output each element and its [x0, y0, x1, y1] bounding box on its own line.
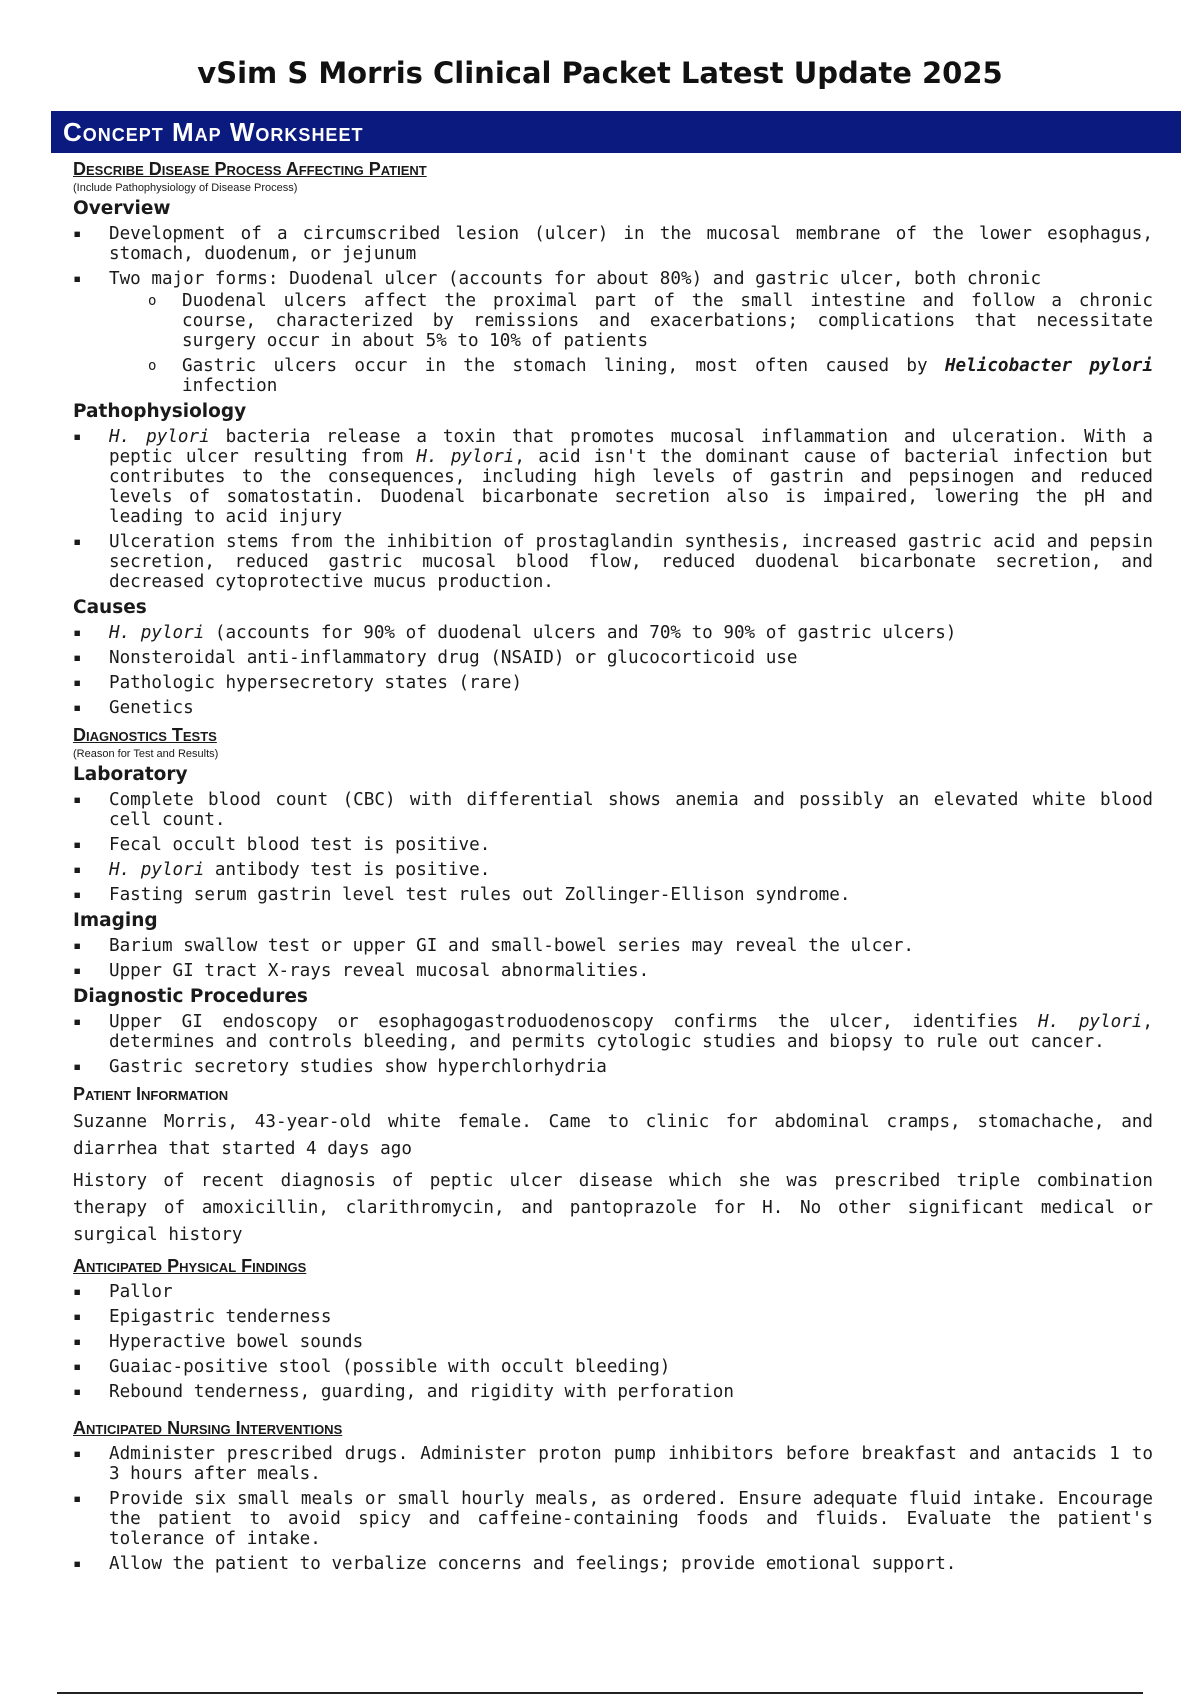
imaging-list	[73, 936, 1153, 981]
page-divider	[57, 1692, 1143, 1694]
document-title: vSim S Morris Clinical Packet Latest Update 2025	[197, 56, 1003, 90]
overview-title: Overview	[73, 198, 171, 219]
list-item	[73, 673, 1153, 693]
procedures-list	[73, 1012, 1153, 1077]
item-text: Pathologic hypersecretory states (rare)	[109, 673, 523, 693]
item-text: Fasting serum gastrin level test rules out Zollinger-Ellison syndrome.	[109, 885, 851, 905]
item-text: Guaiac-positive stool (possible with occult bleeding)	[109, 1357, 671, 1377]
item-text: Two major forms: Duodenal ulcer (accounts for about 80%) and gastric ulcer, both chronic	[109, 269, 1042, 289]
item-text: Nonsteroidal anti-inflammatory drug (NSAID) or glucocorticoid use	[109, 648, 798, 668]
list-item	[73, 1357, 1153, 1377]
list-item	[73, 1307, 1153, 1327]
sub-list-item	[146, 291, 1153, 351]
item-text: Epigastric tenderness	[109, 1307, 332, 1327]
diagnostics-heading: Diagnostics Tests	[73, 725, 217, 745]
pathophysiology-title: Pathophysiology	[73, 401, 247, 422]
list-item	[73, 269, 1153, 396]
list-item	[73, 224, 1153, 264]
list-item	[73, 1332, 1153, 1352]
item-text: (accounts for 90% of duodenal ulcers and 70% to 90% of gastric ulcers)	[204, 623, 957, 643]
findings-heading: Anticipated Physical Findings	[73, 1256, 307, 1276]
item-text: Upper GI tract X-rays reveal mucosal abnormalities.	[109, 961, 650, 981]
procedures-title: Diagnostic Procedures	[73, 986, 308, 1007]
list-item	[73, 532, 1153, 592]
item-text: Pallor	[109, 1282, 173, 1302]
laboratory-title: Laboratory	[73, 764, 188, 785]
list-item	[73, 427, 1153, 527]
item-text: infection	[182, 376, 278, 396]
item-text: Administer prescribed drugs. Administer proton pump inhibitors before breakfast and antacids 1 to 3 hours after meals.	[109, 1444, 1153, 1484]
patient-heading: Patient Information	[73, 1084, 229, 1104]
item-text: Gastric ulcers occur in the stomach lining, most often caused by	[182, 356, 945, 376]
list-item	[73, 1444, 1153, 1484]
item-text: Development of a circumscribed lesion (ulcer) in the mucosal membrane of the lower esophagus, stomach, duodenum, or jejunum	[109, 224, 1153, 264]
list-item	[73, 1382, 1153, 1402]
list-item	[73, 1012, 1153, 1052]
item-text: Rebound tenderness, guarding, and rigidity with perforation	[109, 1382, 734, 1402]
sub-list-item	[146, 356, 1153, 396]
item-text: bacteria release a toxin that promotes mucosal inflammation and ulceration. With a peptic ulcer resulting from	[109, 427, 1153, 467]
organism-name: H. pylori	[109, 860, 205, 880]
patient-history: History of recent diagnosis of peptic ulcer disease which she was prescribed triple combination therapy of amoxicillin, clarithromycin, and pantoprazole for H. No other significant medical or surgical history	[73, 1171, 1153, 1245]
item-text: Hyperactive bowel sounds	[109, 1332, 364, 1352]
imaging-title: Imaging	[73, 910, 158, 931]
item-text: Complete blood count (CBC) with differential shows anemia and possibly an elevated white blood cell count.	[109, 790, 1153, 830]
item-text: Duodenal ulcers affect the proximal part of the small intestine and follow a chronic course, characterized by remissions and exacerbations; complications that necessitate surgery occur in about 5% to 10% of patients	[182, 291, 1153, 351]
list-item	[73, 623, 1153, 643]
item-text: , acid isn't the dominant cause of bacterial infection but contributes to the consequences, including high levels of gastrin and pepsinogen and reduced levels of somatostatin. Duodenal bicarbonate secretion also is impaired, lowering the pH and leading to acid injury	[109, 447, 1153, 527]
section-banner	[51, 111, 1181, 153]
nursing-heading: Anticipated Nursing Interventions	[73, 1418, 343, 1438]
item-text: Allow the patient to verbalize concerns and feelings; provide emotional support.	[109, 1554, 957, 1574]
list-item	[73, 698, 1153, 718]
item-text: Fecal occult blood test is positive.	[109, 835, 491, 855]
overview-list	[73, 224, 1153, 396]
list-item	[73, 648, 1153, 668]
diagnostics-subheading: (Reason for Test and Results)	[73, 748, 219, 760]
list-item	[73, 1489, 1153, 1549]
item-text: Upper GI endoscopy or esophagogastroduodenoscopy confirms the ulcer, identifies	[109, 1012, 1038, 1032]
list-item	[73, 1282, 1153, 1302]
nursing-list	[73, 1444, 1153, 1574]
causes-list	[73, 623, 1153, 718]
item-text: Provide six small meals or small hourly meals, as ordered. Ensure adequate fluid intake. Encourage the patient to avoid spicy and caffeine-containing foods and fluids. Evaluate the patient's tolerance of intake.	[109, 1489, 1153, 1549]
worksheet-content	[73, 157, 1153, 1579]
banner-title: Concept Map Worksheet	[63, 116, 364, 147]
laboratory-list	[73, 790, 1153, 905]
findings-list	[73, 1282, 1153, 1402]
list-item	[73, 1057, 1153, 1077]
item-text: Gastric secretory studies show hyperchlorhydria	[109, 1057, 607, 1077]
list-item	[73, 1554, 1153, 1574]
item-text: Barium swallow test or upper GI and small-bowel series may reveal the ulcer.	[109, 936, 915, 956]
disease-heading: Describe Disease Process Affecting Patient	[73, 159, 427, 179]
organism-name: H. pylori	[109, 623, 205, 643]
list-item	[73, 790, 1153, 830]
list-item	[73, 860, 1153, 880]
organism-name: H. pylori	[1038, 1012, 1143, 1032]
item-text: Ulceration stems from the inhibition of prostaglandin synthesis, increased gastric acid and pepsin secretion, reduced gastric mucosal blood flow, reduced duodenal bicarbonate secretion, and decreased cytoprotective mucus production.	[109, 532, 1153, 592]
list-item	[73, 835, 1153, 855]
item-text: antibody test is positive.	[204, 860, 491, 880]
causes-title: Causes	[73, 597, 147, 618]
overview-sublist	[109, 291, 1153, 396]
organism-name: H. pylori	[416, 447, 515, 467]
pathophysiology-list	[73, 427, 1153, 592]
list-item	[73, 936, 1153, 956]
list-item	[73, 961, 1153, 981]
list-item	[73, 885, 1153, 905]
organism-name: H. pylori	[109, 427, 210, 447]
item-text: Genetics	[109, 698, 194, 718]
patient-description: Suzanne Morris, 43-year-old white female. Came to clinic for abdominal cramps, stomachache, and diarrhea that started 4 days ago	[73, 1112, 1153, 1159]
organism-name: Helicobacter pylori	[944, 356, 1153, 376]
item-text: , determines and controls bleeding, and permits cytologic studies and biopsy to rule out cancer.	[109, 1012, 1153, 1052]
disease-subheading: (Include Pathophysiology of Disease Process)	[73, 182, 298, 194]
